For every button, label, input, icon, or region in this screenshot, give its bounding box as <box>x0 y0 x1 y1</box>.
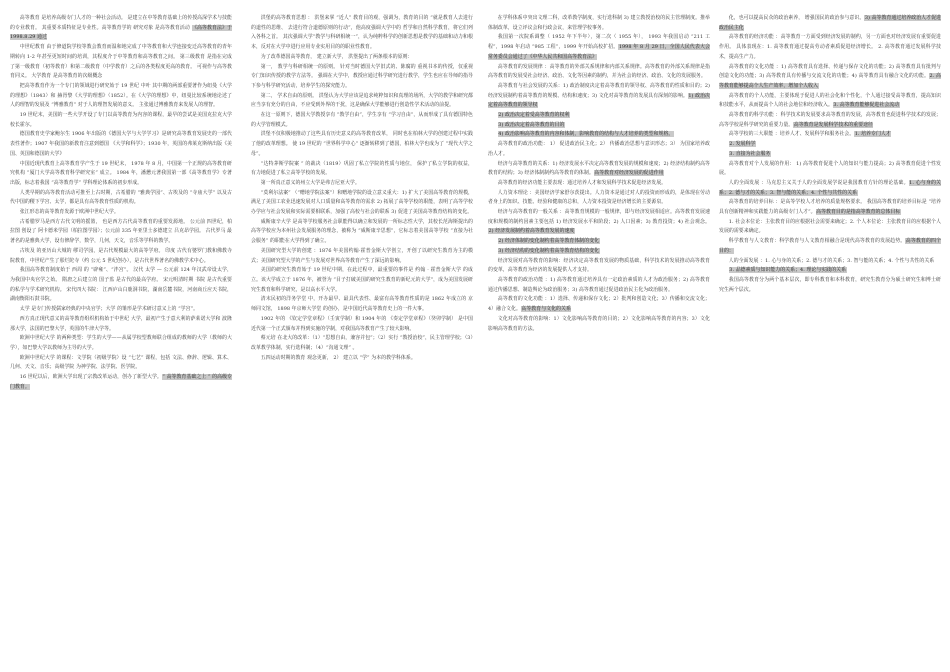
text-run: 美国研究型大学的创建 ：1876 年美国约翰·霍普金斯大学创立，开创了以研究生教育为主的模式；美国研究型大学的产生与发展对世界高等教育产生了深远的影响。 <box>251 247 473 264</box>
paragraph <box>10 334 232 353</box>
paragraph <box>488 276 710 295</box>
text-run: 人力资本理论 ：美国经济学家舒尔茨提出。人力资本是通过对人的投资而形成的，是体现在劳动者身上的知识、技能、经验和健康的总和，人力资本投资是经济增长的主要源泉。 <box>488 189 710 206</box>
paragraph <box>488 130 710 140</box>
highlighted-text: 3. 高等教育能够促进社会流动 <box>833 102 900 109</box>
text-column-2 <box>251 14 473 664</box>
paragraph <box>488 179 710 189</box>
text-run: 第二， 学术自由的原则。 洪堡认为大学应该是追求纯粹知识和真理的场所，大学的教学和研究都应当享有充分的自由，不应受到外界的干扰，这是确保大学能够进行创造性学术活动的前提。 <box>251 92 473 109</box>
paragraph <box>10 218 232 247</box>
paragraph <box>719 218 941 237</box>
text-run: 经济与高等教育的关系：1) 经济发展水平决定高等教育发展的规模和速度；2) 经济结构制约高等教育的结构；3) 经济体制制约高等教育的体制。 <box>488 160 710 177</box>
paragraph <box>488 82 710 111</box>
paragraph <box>719 14 941 33</box>
paragraph <box>251 179 473 189</box>
paragraph <box>488 315 710 334</box>
text-column-4 <box>719 14 941 664</box>
text-run: 高等教育的科学功能 ：科学技术的发展要求高等教育的发展，高等教育也促进科学技术的发展；高等学校是科学研究的重要力量。 <box>719 112 941 128</box>
highlighted-text: 3. 直接为社会服务 <box>729 150 771 157</box>
highlighted-text: 3) 高等教育通过培养政治人才促进政治民主化 <box>719 15 941 31</box>
paragraph <box>10 373 232 392</box>
highlighted-text: 2) 经济发展制约着高等教育发展的速度 <box>488 228 575 235</box>
text-run: 高等教育的文化功能 ：1）选择、传递和保存文化；2）批判和创造文化；3）传播和交流文化；4）融合文化。 <box>488 296 710 313</box>
paragraph <box>719 92 941 111</box>
highlighted-text: 高等教育目的是指高等教育的总体目标 <box>816 209 901 216</box>
paragraph <box>251 160 473 179</box>
paragraph <box>488 208 710 237</box>
text-run: 高等教育的政治功能 ：1) 高等教育通过培养具有一定政治素质的人才为政治服务；2) 高等教育通过传播思想、制造舆论为政治服务；3) 高等教育通过促进政治民主化为政治服务。 <box>488 276 710 293</box>
highlighted-text: “ 高等教育基础之上 ” 的高级专门教育。 <box>10 374 232 390</box>
text-run: 在这一原则下，德国大学教授享有 “教学自由”，学生享有 “学习自由”，从而形成了具有德国特色的大学管理模式。 <box>251 112 473 128</box>
paragraph <box>251 14 473 53</box>
text-run: 人的全面发展 ：1. 心与身的关系；2. 德与才的关系；3. 智与能的关系；4. 个性与共性的关系 <box>728 257 935 264</box>
text-column-3 <box>488 14 710 664</box>
text-run: 高等教育 是培养高级专门人才的一种社会活动。 是建立在中等教育基础上的传授高深学术与技能的专业教育。 其重要本质特征是专业性。高等教育学的 研究对象 是高等教育活动 <box>10 15 232 31</box>
paragraph <box>719 179 941 198</box>
paragraph <box>488 63 710 82</box>
paragraph <box>251 247 473 266</box>
paragraph <box>488 257 710 276</box>
paragraph <box>251 315 473 334</box>
highlighted-text: 4) 政治影响高等教育的内容和体制，影响教育的结构与人才培养的类型和规格。 <box>498 131 674 138</box>
highlighted-text: 1998 年 8 月 29 日，全国人民代表大会常务委员会通过了《中华人民共和国高等教育法》 <box>488 44 710 60</box>
paragraph <box>488 247 710 257</box>
highlighted-text: 1. 心与身的关系；2. 德与才的关系；3. 智与能的关系；4. 个性与共性的关系 <box>719 179 941 196</box>
highlighted-text: 高等教育是发展科学技术的重要途径 <box>793 121 873 128</box>
paragraph <box>719 266 941 276</box>
highlighted-text: 2) 政治决定着受高等教育的权利 <box>498 112 570 119</box>
paragraph <box>488 33 710 62</box>
text-run: 高等教育对个人发展的作用： 1) 高等教育促进个人的知识与能力提高；2) 高等教育促进个性发展。 <box>719 160 941 177</box>
paragraph <box>10 189 232 208</box>
paragraph <box>719 160 941 179</box>
text-run: 古希腊罗马是西方古代文明的摇篮， 也是西方古代高等教育的重要发源地。 公元前 四世纪，柏拉图 创设了 阿卡德米学园（柏拉图学园）；公元前 335 年亚里士多德建立 吕克昂学园。 古代罗马 最著名的是雅典大学，设有修辞学，数学，几何，天文，音乐等学科的教学。 <box>10 218 232 245</box>
paragraph <box>251 354 473 364</box>
paragraph <box>251 295 473 314</box>
paragraph <box>719 150 941 160</box>
paragraph <box>719 111 941 130</box>
text-run: 美国的研究生教育始于 19 世纪中期，在此过程中，最重要的事件是 约翰 · 霍普金斯大学 的成立。该大学成立于 1876 年，被誉为 “目子打破美国的研究生教育的新纪元的大学”，成为美国发展研究生教育和科学研究，是以高水平大学。 <box>251 267 473 293</box>
text-column-1 <box>10 14 232 664</box>
highlighted-text: 《高等教育法》于 1998.8.29 通过 <box>10 24 232 41</box>
text-run: 化，也可以提高民众的政治素养， 增强国民的政治参与意识。 <box>728 15 865 21</box>
text-run: 1. 社会本位论：主张教育目的应根据社会需要来确定；2. 个人本位论：主张教育目的应根据个人发展的需要来确定。 <box>719 218 941 235</box>
paragraph <box>251 111 473 130</box>
highlighted-text: 高等教育的四个目的： <box>719 238 941 254</box>
text-run: 清末民初的洋务学堂 中，开办最早、最具代表性、最富有高等教育性质的是 1862 年成立的 京师同文馆， 1898 年京师大学堂 的创办，是中国近代高等教育史上的一件大事。 <box>251 296 473 313</box>
paragraph <box>10 130 232 159</box>
text-run: 第一， 教学与科研相统一的原则。 针对当时德国大学旧式的、陈腐的 重视书本的传授，仅重视专门知识传授的教学方法等。 强调在大学中，教授应通过科学研究进行教学，学生也应在导师的指导下参与科学研究活动，培养学生的探究能力。 <box>251 63 473 89</box>
text-run: “达特茅斯学院案 ” 的裁决（1819）巩固了私立学院的性质与地位， 保护了私立学院的权益， 有力地促进了私立高等学校的发展。 <box>251 160 473 177</box>
text-run: 西方真正现代意义的高等教育组织机构始于中世纪 大学，最初产生于意大利的萨莱诺大学和 波隆那大学，法国的巴黎大学，英国的牛津大学等。 <box>10 315 232 332</box>
text-run: 欧洲中世纪大学 的课程：文学院（初级学院）设 “七艺” 课程，包括 文法、修辞、逻辑、算术、几何、天文、音乐；高级学院 为神学院、法学院、医学院。 <box>10 354 232 371</box>
text-run: 高等学校的三大职能 ：培养人才、发展科学和服务社会。 <box>728 131 855 138</box>
highlighted-text: 高等教育对经济发展的促进作用 <box>594 170 664 177</box>
paragraph <box>488 14 710 33</box>
paragraph <box>10 43 232 82</box>
text-run: 科学教育与人文教育：科学教育与人文教育相融合是现代高等教育的发展趋势。 <box>728 238 906 245</box>
text-run: 五四运动时期的教育 观念更新， 2） 建立以 “学” 为本的教学科体系。 <box>260 354 416 361</box>
highlighted-text: 1. 培养专门人才 <box>854 131 891 138</box>
text-run: 人的全面发展 ：马克思主义关于人的全面发展学说是我国教育方针的理论基础。 <box>728 179 909 186</box>
paragraph <box>488 189 710 208</box>
paragraph <box>719 198 941 217</box>
paragraph <box>10 266 232 305</box>
paragraph <box>251 130 473 159</box>
text-run: 中世纪教育 由于修道院学校等教会教育而温和地完成了中等教育和大学连接变迁高等教育的青年期转向 1-2 年甚至更短时间的培训，其程度介于中等教育和高等教育之间。 第三级教育 是指在完成了第一级教育（初等教育）和第二级教育（中学教育）之后的各类程度更高的教育。 可视作与高等教育同义。 大学教育 是高等教育的次级概念 <box>10 44 232 80</box>
paragraph <box>10 354 232 373</box>
paragraph <box>251 63 473 92</box>
paragraph <box>719 276 941 295</box>
text-run: 威斯康辛大学 是高等学校服务社会职能得以确立和发展的一所标志性大学，其校长范海斯提出的高等学校应为本州社会发展服务的理念，被称为 “威斯康辛思想”，它标志着美国高等学校 “直接为社会服务” 的职能在大学得到了确立。 <box>251 218 473 245</box>
text-run: 欧洲中世纪大学 的两种类型：学生的大学——从属学校型教师联合组成的教师的大学（教师的大学），如巴黎大学以教师为主导的大学。 <box>10 335 232 351</box>
paragraph <box>10 247 232 266</box>
paragraph <box>251 53 473 63</box>
paragraph <box>251 189 473 218</box>
text-run: 高等教育的培养目标 ：是高等学校人才培养的质量规格要求。 我国高等教育的培养目标是 “培养具有创新精神和实践能力的高级专门人才”。 <box>719 199 941 216</box>
highlighted-text: 高等教育与文化的关系 <box>521 306 571 313</box>
text-run: 洪堡的高等教育思想 ： 洪堡来掌 “近人” 教育目的观，强调为，教育的目的 “就是教育人去进行的道性的思维、 去进行符合道德原则的行动”，他高度强调大学中的 哲学和自然科学教育，将它们列入各科之首。 其次强调大学“教学与科研相统一”，认为纯粹科学的创新思想是教学的基础和动力和根本，反对在大学中进行应用专业实用目的的职业性教育。 <box>251 15 473 51</box>
text-run: 高等教育的文化功能 ：1) 高等教育具有选择、传递与保存文化的功能；2) 高等教育具有批判与创造文化的功能；3) 高等教育具有传播与交流文化的功能；4) 高等教育具有融合文化的功能。 <box>719 63 941 80</box>
highlighted-text: 1) 政治决定着高等教育的领导权 <box>488 92 710 109</box>
text-run: 1902 年的 《钦定学堂章程》（壬寅学制）和 1904 年的 《奏定学堂章程》（癸卯学制） 是中国近代第一个正式颁布并得到实施的学制，对我国高等教育产生了较大影响。 <box>251 315 473 332</box>
paragraph <box>10 305 232 315</box>
text-run: 在学科体系中突出文理二科，改革教学制度，实行选科制 3) 建立教授治校的民主管理制度。推举体制改革，设立评议会和行政会议，来管理学校事务。 <box>488 15 710 31</box>
paragraph <box>10 14 232 43</box>
paragraph <box>488 121 710 131</box>
text-run: 我国第一次院系调整（ 1952 年下半年），第二次（ 1955 年）， 1993 年我国启动 “211 工程”，1998 年启动 “985 工程”，1999 年开始高校扩招。 <box>488 34 710 51</box>
text-run: 我国高等教育制度始于 西周 的 “辟雍”、“泮宫”。 汉代 太学 — 公元前 124 年汉武帝设太学，为我国中央官学之始。 隋唐之后建立的 国子监 是古代的最高学府。 宋元明清时期 书院 是古代重要的私学与学术研究机构。 宋代四大书院： 江西庐山白鹿洞书院，湖南岳麓书院，河南商丘应天书院，湖南衡阳石鼓书院。 <box>10 267 232 303</box>
highlighted-text: 2. 发展科学 <box>729 141 756 148</box>
text-run: 高等教育的经济功能主要表现：通过培养人才和发展科学技术促进经济发展。 <box>497 179 667 186</box>
text-run: 我国高等教育分为两个基本层次，即专科教育和本科教育，研究生教育分为硕士研究生和博士研究生两个层次。 <box>719 276 941 293</box>
text-run: 太学 是专门传授儒家经典的中央官学；大学 的雏形是学术研讨意义上的 “学宫”。 <box>19 306 199 313</box>
paragraph <box>251 92 473 111</box>
text-run: 经济与高等教育的一般关系 ：高等教育规模的一般规律，即与经济发展相适应。高等教育发展速度和规模的制约因素主要包括 1) 经济发展水平和阶段；2) 人口因素；3) 教育投资；4) 社会观念。 <box>488 209 710 225</box>
text-run: 高等教育的政治功能： 1） 促进政治民主化；2） 传播政治思想与意识形态；3） 为国家培养政治人才。 <box>488 141 710 157</box>
text-run: 张江形态的高等教育发源于欧洲中世纪大学。 <box>19 209 119 216</box>
highlighted-text: 2. 高等教育能够提高个人生产效率，增加个人收入 <box>719 73 941 89</box>
paragraph <box>719 257 941 267</box>
paragraph <box>10 111 232 130</box>
paragraph <box>488 111 710 121</box>
highlighted-text: 3. 品德素质与知识能力的关系；4. 理论与实践的关系 <box>729 267 847 274</box>
paragraph <box>488 295 710 314</box>
paragraph <box>488 140 710 159</box>
paragraph <box>719 33 941 62</box>
text-run: 高等教育的个人功能，主要体现于促进人的社会化和个性化，个人通过接受高等教育，提高知识和技能水平，从而提高个人的社会地位和经济收入。 <box>719 92 941 109</box>
paragraph <box>10 208 232 218</box>
highlighted-text: 3) 政治决定着高等教育的目的 <box>498 121 565 128</box>
text-run: “莫利尔法案” （“赠地学院法案”）和赠地学院的设立意义重大：1) 扩大了美国高等教育的规模，满足了美国工农业迅速发展对人口质量和高等教育的需求 2) 拓展了高等学校的职能，表明了高等学校办学应与社会发展和实际需要相联系，加强了高校与社会的联系 3) 促进了美国高等教育结构的变化。 <box>251 189 473 216</box>
text-run: 为了改革德国高等教育， 建立新大学， 洪堡提出了两条根本的原则： <box>260 53 413 60</box>
paragraph <box>719 63 941 92</box>
text-run: 古埃及 的亚历山大城的 缪司学园，是古代规模最大的高等学府。 印度 古代有婆罗门教和佛教寺院教育，中世纪产生了那烂陀寺（约 公元 5 世纪创办），是古代世界著名的佛教学术中心。 <box>10 247 232 264</box>
paragraph <box>10 82 232 111</box>
paragraph <box>251 218 473 247</box>
text-run: 洪堡不仅积极地推动了这些具有历史意义的高等教育改革， 同时也在柏林大学的创建过程中实践了他的改革理想。 使 19 世纪的 “世界科学中心” 逐渐转移到了德国，柏林大学也成为了 “现代大学之母”。 <box>251 131 473 157</box>
text-run: 蔡元培 在北大的改革：（1）“思想自由，兼容并包”；（2）实行 “教授治校”，民主管理学校；（3）改革教学体制，实行选科制；（4）“沟通文理” 。 <box>251 335 473 351</box>
text-run: 19 世纪末，美国的一些大学开设了专门以高等教育为内容的课程，最早的尝试是美国克拉克大学校长霍尔。 <box>10 112 232 128</box>
text-run: 高等教育的经济功能 ：高等教育一方面受到经济发展的制约，另一方面也对经济发展有重要促进作用。 具体表现在：1. 高等教育通过提高劳动者素质促进经济增长。 2. 高等教育通过发展科学技术，提高生产力。 <box>719 34 941 60</box>
text-run: 德国教育史学家鲍尔生 1906 年出版的《德国大学与大学学习》是研究高等教育发展史的一部代表性著作；1907 年我国的新教育注意到德国 《大学和科学》；1930 年，英国的弗莱克斯纳出版《美国、英国和德国的大学》 <box>10 131 232 157</box>
highlighted-text: 2) 经济体制的变化制约着高等教育体制的变化 <box>498 238 600 245</box>
paragraph <box>10 315 232 334</box>
text-run: 中国近现代教育上高等教育学产生于 19 世纪末， 1978 年 8 月，中国第一个正规的高等教育研究机构 “厦门大学高等教育科学研究室” 成立。 1984 年，潘懋元著我国第一部《高等教育学》专著出版，标志着我国 “高等教育学” 学科理论体系的初步形成。 <box>10 160 232 186</box>
text-run: 人类早期的高等教育活动可推至上古时期，古希腊的 “雅典学园”、古埃及的 “寺庙大学” 以及古代中国的稷下学宫、太学，都是具有高等教育性质的机构。 <box>10 189 232 206</box>
paragraph <box>488 160 710 179</box>
text-run: 第一所真正意义的州立大学是弗吉尼亚大学。 <box>260 179 360 186</box>
paragraph <box>488 237 710 247</box>
paragraph <box>719 237 941 256</box>
paragraph <box>719 140 941 150</box>
text-run: 文化对高等教育的影响：1）文化影响高等教育的目的；2）文化影响高等教育的内容；3）文化影响高等教育的方法。 <box>488 315 710 332</box>
text-run: 高等教育与社会发展的关系：1) 政治制度决定着高等教育的领导权、高等教育的性质和目的；2) 经济发展制约着高等教育的规模、结构和速度；3) 文化对高等教育的发展具有深刻的影响。 <box>488 82 710 99</box>
text-run: 高等教育的发展规律 ：高等教育的外部关系规律和内部关系规律。高等教育的外部关系规律是指高等教育的发展受社会经济、政治、文化等因素的制约，并为社会的经济、政治、文化的发展服务。 <box>488 63 710 80</box>
paragraph <box>719 130 941 140</box>
paragraph <box>10 160 232 189</box>
paragraph <box>251 266 473 295</box>
text-run: 把高等教育作为一个专门的领域进行研究始于 19 世纪 中叶 其中期的两部重要著作为纽曼《大学的理想》（1843）和 赫胥黎《大学的理想》（1852）。在《大学的理想》中，纽曼比较系统地论述了人的理智的发展及 “博雅教育” 对于人的理智发展的意义。 主张通过博雅教育来发展人的理智。 <box>10 82 232 109</box>
text-run: 16 世纪以后，欧洲大学出现了宗教改革运动，创办了新型大学。 <box>19 374 162 381</box>
highlighted-text: 3) 经济结构的变化制约着高等教育结构的变化 <box>498 247 600 254</box>
paragraph <box>251 334 473 353</box>
text-run: 经济发展对高等教育的影响：经济决定高等教育发展的物质基础，科学技术的发展推动高等教育的变革，高等教育为经济的发展提供人才支持。 <box>488 257 710 274</box>
